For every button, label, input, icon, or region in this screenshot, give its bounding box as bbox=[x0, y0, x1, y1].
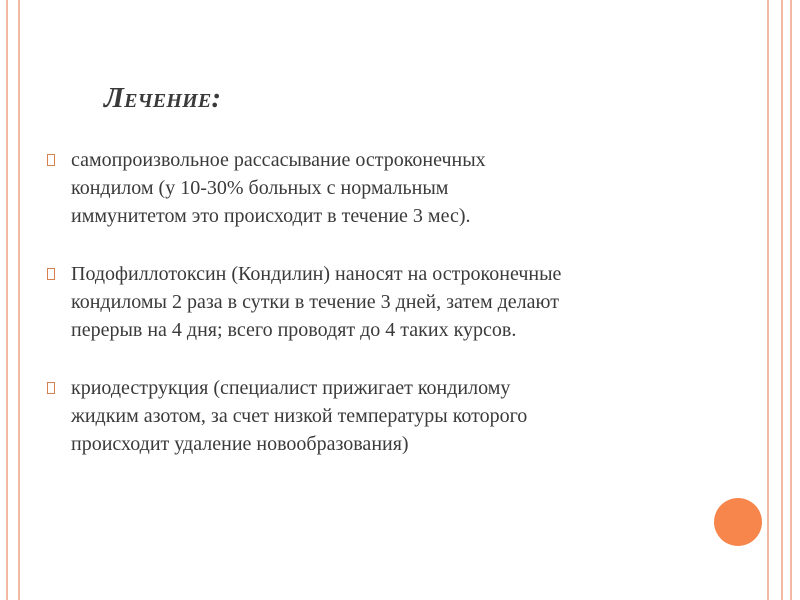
bullet-text: Подофиллотоксин (Кондилин) наносят на остроконечные кондиломы 2 раза в сутки в течение 3 дней, затем делают перерыв на 4 дня; всего проводят до 4 таких курсов. bbox=[71, 263, 562, 341]
slide-title: Лечение: bbox=[104, 82, 222, 114]
right-inner-frame-line bbox=[790, 0, 792, 600]
bullet-text: самопроизвольное рассасывание остроконечных кондилом (у 10-30% больных с нормальным иммунитетом это происходит в течение 3 мес). bbox=[71, 149, 486, 227]
left-frame-decoration bbox=[6, 0, 20, 600]
hollow-square-icon bbox=[47, 382, 55, 394]
hollow-square-icon bbox=[47, 154, 55, 166]
bullet-text: криодеструкция (специалист прижигает кондилому жидким азотом, за счет низкой температуры которого происходит удаление новообразования) bbox=[71, 377, 528, 455]
hollow-square-icon bbox=[47, 268, 55, 280]
bullet-item bbox=[47, 260, 707, 344]
bullet-item bbox=[47, 146, 707, 230]
orange-circle-icon bbox=[714, 498, 762, 546]
right-frame-decoration bbox=[767, 0, 783, 600]
bullet-list bbox=[47, 146, 707, 458]
bullet-item bbox=[47, 374, 707, 458]
